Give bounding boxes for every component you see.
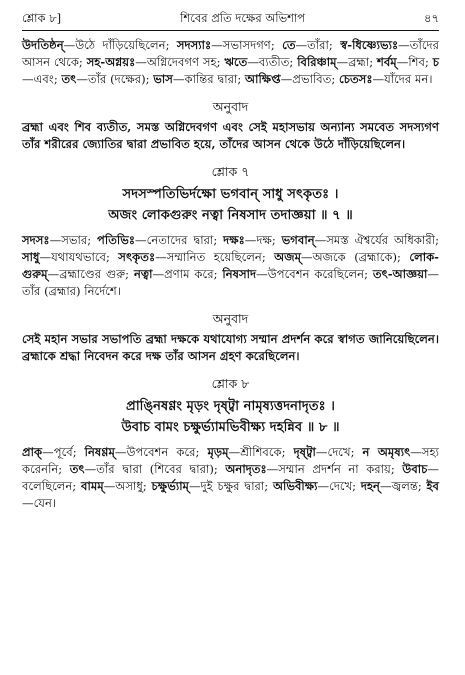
term-meaning: —বলেছিলেন; [22,462,439,493]
sanskrit-term: সদস্যাঃ [176,38,212,52]
term-meaning: —তাঁর (ব্রহ্মার) নির্দেশে। [22,267,440,298]
term-meaning: —যথাযথভাবে; [39,250,119,264]
sanskrit-term: অনাদৃতঃ [225,462,267,476]
sanskrit-term: তৎ [69,462,85,476]
sanskrit-term: অজম্ [274,250,302,264]
synonyms-verse-7 [22,232,439,300]
term-meaning: —যেন। [22,496,57,510]
sanskrit-term: তৎ [61,72,77,86]
header-chapter-title: শিবের প্রতি দক্ষের অভিশাপ [180,11,306,25]
sanskrit-term: সদসঃ [22,233,50,247]
sanskrit-term: বামম্ [81,479,104,493]
translation-heading-1: অনুবাদ [212,99,249,114]
term-meaning: —পূর্বে; [42,445,85,459]
sanskrit-term: শর্বম্ [376,55,397,69]
sanskrit-term: চেতসঃ [339,72,373,86]
verse-8-line-2: উবাচ বামং চক্ষুর্ভ্যামভিবীক্ষ্য দহন্নিব ॥ ৮ ॥ [121,420,340,435]
term-meaning: —সহ্য করেননি; [22,445,439,476]
term-meaning: —কান্তির দ্বারা; [172,72,245,86]
sanskrit-term: নিষণ্ণম্ [84,445,115,459]
sanskrit-term: ইব [426,479,439,493]
term-meaning: —প্রণাম করে; [152,267,223,281]
sanskrit-term: চক্ষুর্ভ্যাম্ [151,479,189,493]
sanskrit-term: উদতিষ্ঠন্ [22,38,64,52]
verse-8-heading: শ্লোক ৮ [211,376,250,391]
term-meaning: —উঠে দাঁড়িয়েছিলেন; [63,38,177,52]
term-meaning: —এবং; [22,72,62,86]
sanskrit-term: উবাচ [402,462,428,476]
sanskrit-term: অভিবীক্ষ্য [272,479,318,493]
sanskrit-term: তে [282,38,296,52]
term-meaning: —সভার; [49,233,98,247]
term-meaning: —সম্মান প্রদর্শন না করায়; [266,462,403,476]
term-meaning: —শ্রীশিবকে; [228,445,294,459]
verse-7-line-1: সদসস্পতিভির্দক্ষো ভগবান্ সাধু সৎকৃতঃ । [122,187,339,202]
term-meaning: —যাঁদের মন। [372,72,433,86]
term-meaning: —নেতাদের দ্বারা; [135,233,224,247]
term-meaning: —ব্রহ্মা; [336,55,377,69]
translation-2: সেই মহান সভার সভাপতি ব্রহ্মা দক্ষকে যথাযোগ্য সম্মান প্রদর্শন করে স্বাগত জানিয়েছিলেন। ব্রহ্মাকে শ্রদ্ধা নিবেদন করে দক্ষ তাঁর আসন গ্রহণ করেছিলেন। [22,332,439,363]
term-meaning: —তাঁর (দক্ষের); [76,72,154,86]
term-meaning: —ব্যতীত; [247,55,298,69]
sanskrit-term: চ [432,55,439,69]
sanskrit-term: দক্ষঃ [223,233,245,247]
term-meaning: —দেখে; [317,479,361,493]
running-header [22,10,439,31]
sanskrit-term: ঋতে [224,55,248,69]
synonyms-verse-8 [22,444,439,512]
sanskrit-term: সাধু [22,250,40,264]
sanskrit-term: সৎকৃতঃ [118,250,156,264]
term-meaning: —দক্ষ; [244,233,282,247]
header-verse-ref: শ্লোক ৮] [22,11,62,25]
term-meaning: —প্রভাবিত; [280,72,340,86]
sanskrit-term: প্রাক্ [22,445,43,459]
term-meaning: —তাঁর দ্বারা (শিবের দ্বারা); [84,462,226,476]
sanskrit-term: ন অমৃষ্যৎ [362,445,411,459]
sanskrit-term: দৃষ্ট্বা [293,445,316,459]
sanskrit-term: স্ব-ধিষ্ণ্যেভ্যঃ [340,38,399,52]
term-meaning: —সভাসদগণ; [211,38,283,52]
sanskrit-term: লোক-গুরুম্ [22,250,439,281]
sanskrit-term: ভাস [153,72,173,86]
sanskrit-term: পতিভিঃ [97,233,136,247]
translation-1: ব্রহ্মা এবং শিব ব্যতীত, সমস্ত অগ্নিদেবগণ এবং সেই মহাসভায় অন্যান্য সমবেত সদস্যগণ তাঁর শরীরের জ্যোতির দ্বারা প্রভাবিত হয়ে, তাঁদের আসন থেকে উঠে দাঁড়িয়েছিলেন। [22,120,439,151]
term-meaning: —অজকে (ব্রহ্মাকে); [301,250,410,264]
term-meaning: —উপবেশন করেছিলেন; [256,267,373,281]
sanskrit-term: মৃড়ম্ [207,445,229,459]
sanskrit-term: সহ-অগ্নয়ঃ [86,55,136,69]
term-meaning: —দেখে; [315,445,363,459]
term-meaning: —দুই চক্ষুর দ্বারা; [189,479,273,493]
verse-7-heading: শ্লোক ৭ [211,164,250,179]
sanskrit-term: তৎ-আজ্ঞয়া [372,267,428,281]
synonyms-top [22,37,439,88]
term-meaning: —তাঁদের আসন থেকে; [22,38,439,69]
sanskrit-term: নত্বা [133,267,153,281]
term-meaning: —উপবেশন করে; [114,445,208,459]
term-meaning: —সম্মানিত হয়েছিলেন; [155,250,275,264]
sanskrit-term: আক্ষিপ্ত [244,72,281,86]
sanskrit-term: ভগবান্ [281,233,315,247]
verse-8-line-1: প্রাঙ্নিষণ্ণং মৃড়ং দৃষ্ট্বা নামৃষ্যত্তদনাদৃতঃ । [126,399,335,414]
verse-7-line-2: অজং লোকগুরুং নত্বা নিষসাদ তদাজ্ঞয়া ॥ ৭ ॥ [108,208,353,223]
sanskrit-term: নিষসাদ [222,267,257,281]
term-meaning: —শিব; [396,55,433,69]
term-meaning: —অসাধু; [103,479,152,493]
translation-heading-2: অনুবাদ [212,311,249,326]
sanskrit-term: বিরিঞ্চাম্ [297,55,337,69]
term-meaning: —তাঁরা; [295,38,341,52]
term-meaning: —ব্রহ্মাণ্ডের গুরু; [47,267,134,281]
term-meaning: —সমস্ত ঐশ্বর্যের অধিকারী; [314,233,439,247]
term-meaning: —জ্বলন্ত; [379,479,427,493]
term-meaning: —অগ্নিদেবগণ সহ; [135,55,225,69]
header-page-number: ৪৭ [424,11,439,25]
sanskrit-term: দহন্ [360,479,380,493]
